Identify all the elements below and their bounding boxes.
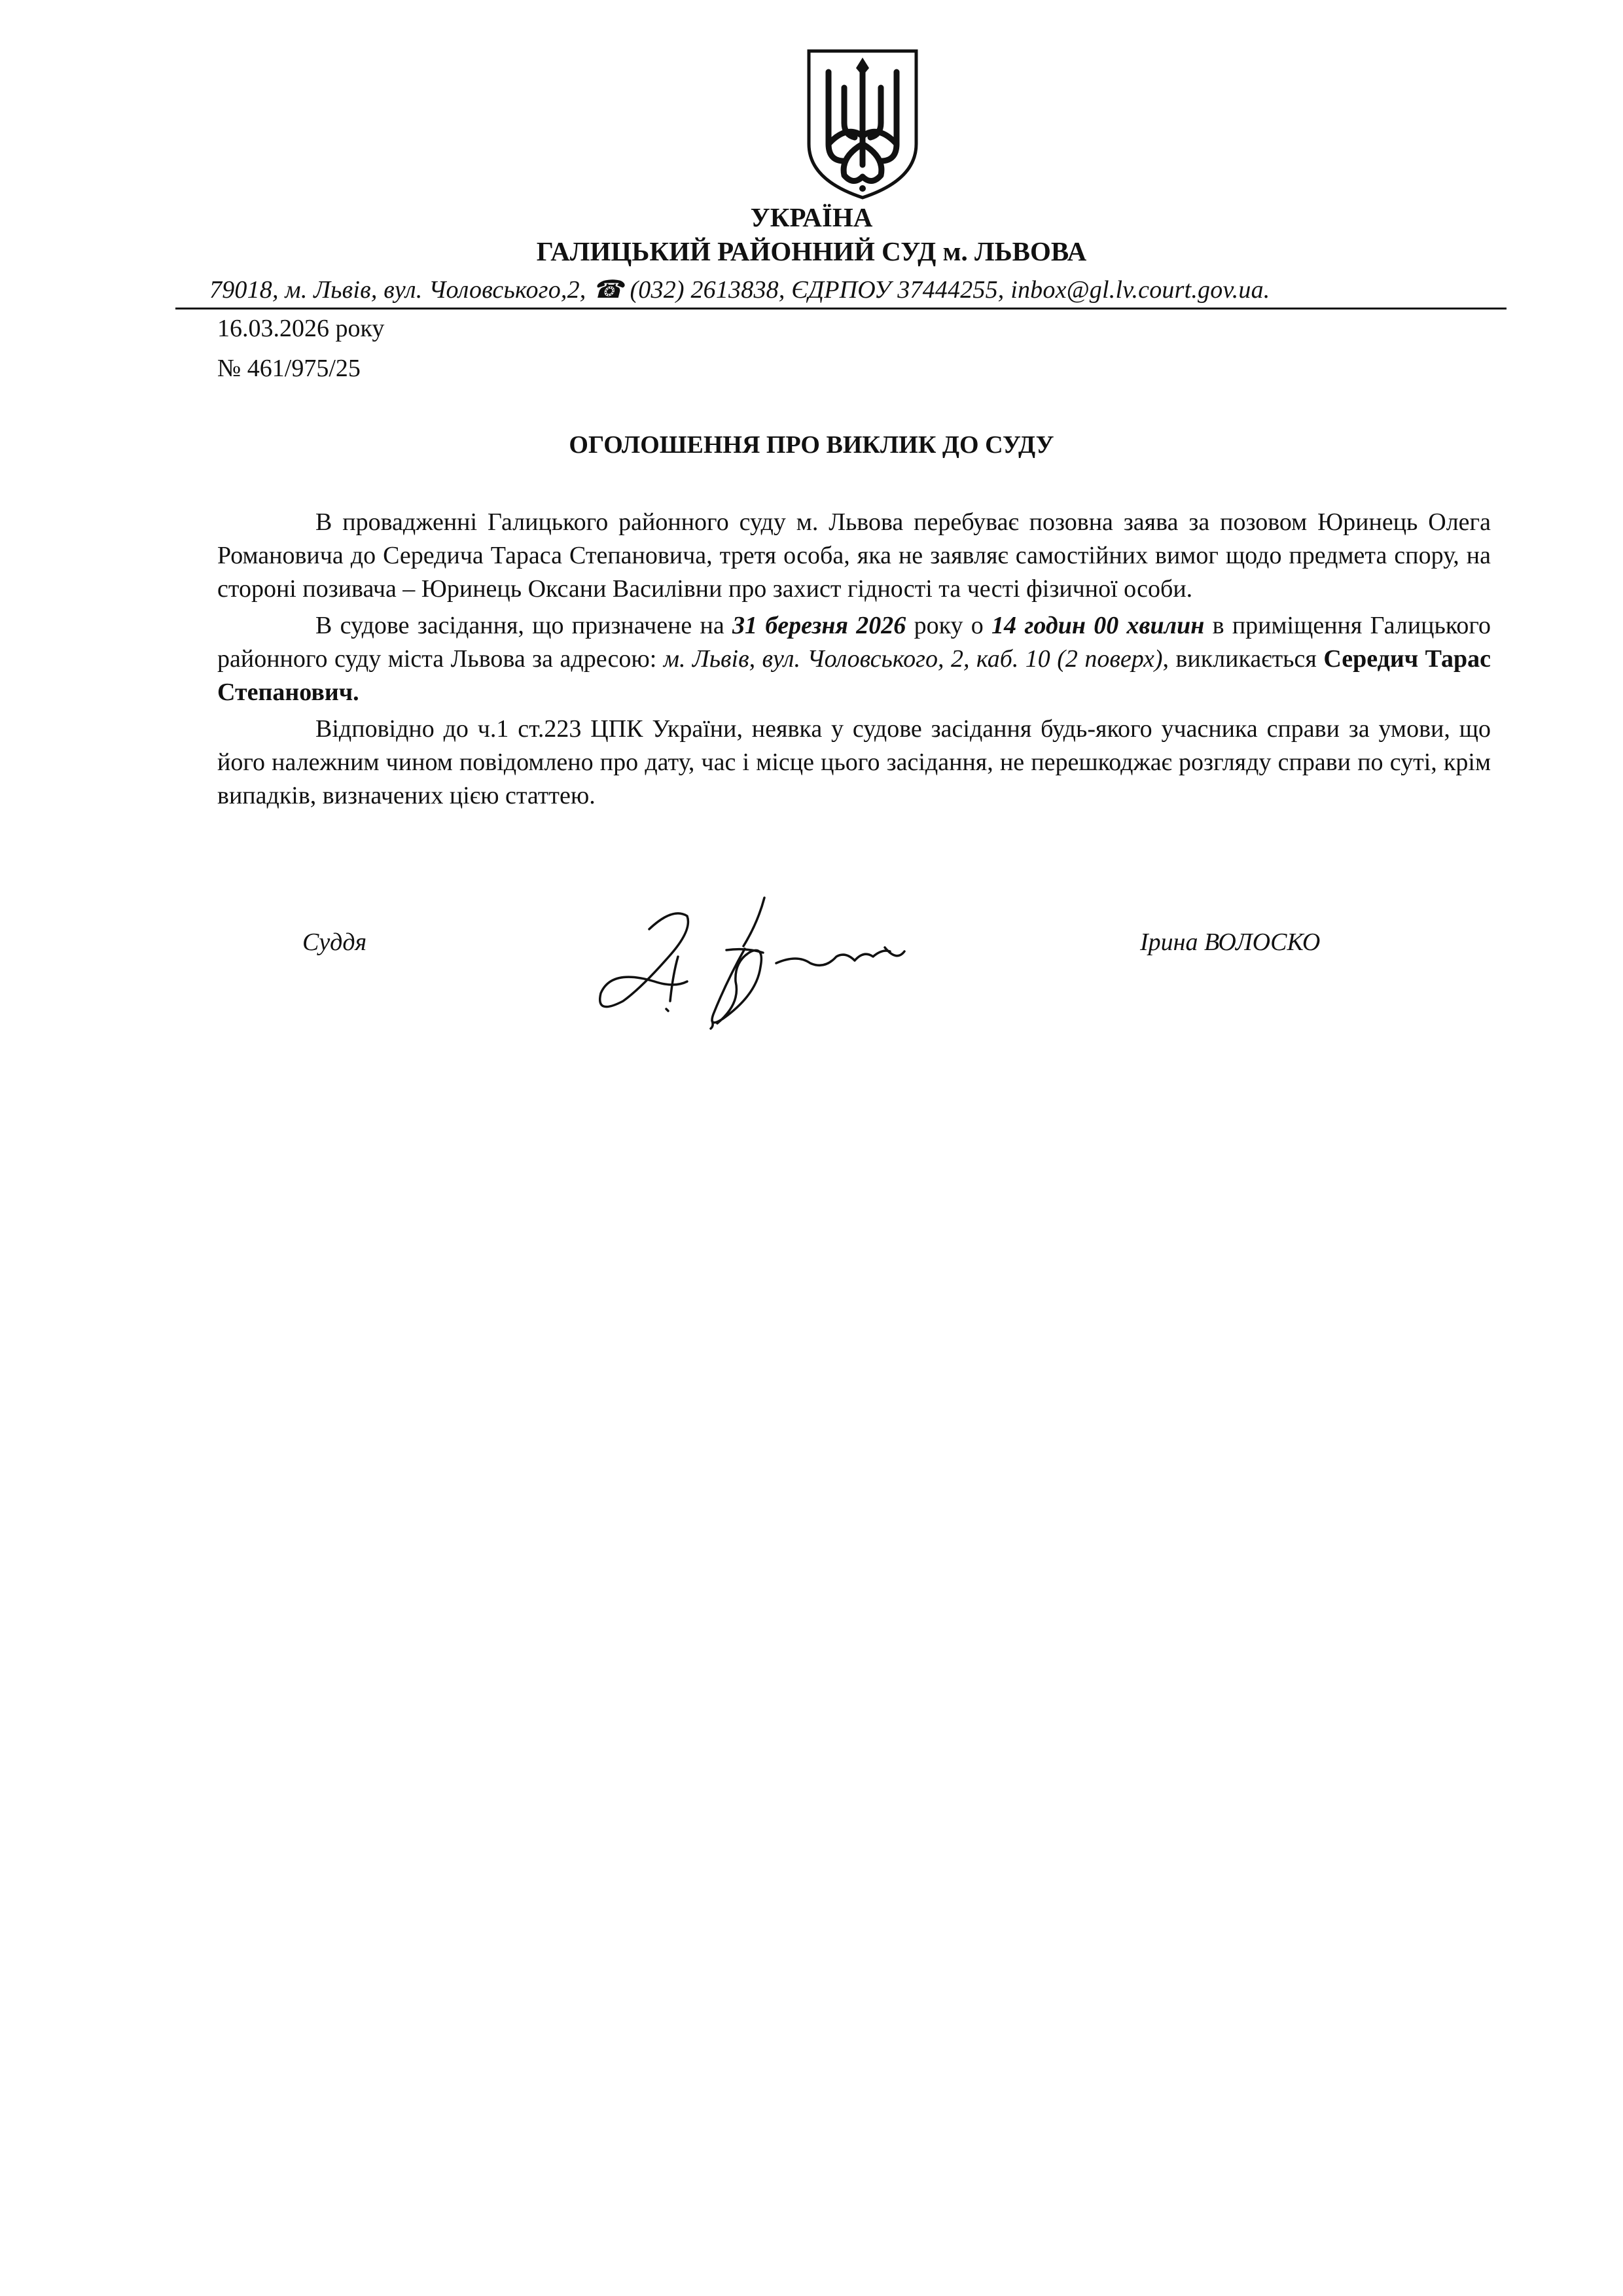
paragraph-1: В провадженні Галицького районного суду м. Львова перебуває позовна заява за позовом Юринець Олега Романовича до Середича Тараса Степановича, третя особа, яка не заявляє самостійних вимог щодо предмета спору, на стороні позивача – Юринець Оксани Василівни про захист гідності та честі фізичної особи. bbox=[217, 508, 1491, 603]
coat-of-arms-icon bbox=[804, 46, 921, 203]
paragraph-2-text-c: в приміщення Галицького районного суду міста Львова за адресою: bbox=[217, 612, 1491, 673]
court-address-line: 79018, м. Львів, вул. Чоловського,2, ☎ (032) 2613838, ЄДРПОУ 37444255, inbox@gl.lv.court.gov.ua. bbox=[209, 276, 1270, 304]
judge-role: Суддя bbox=[302, 928, 367, 956]
paragraph-2-text-b: року о bbox=[906, 612, 992, 639]
paragraph-3: Відповідно до ч.1 ст.223 ЦПК України, неявка у судове засідання будь-якого учасника справи за умови, що його належним чином повідомлено про дату, час і місце цього засідання, не перешкоджає розгляду справи по суті, крім випадків, визначених цією статтею. bbox=[217, 715, 1491, 809]
country-heading: УКРАЇНА bbox=[750, 202, 873, 232]
judge-name: Ірина ВОЛОСКО bbox=[1140, 928, 1321, 956]
paragraph-2-text-a: В судове засідання, що призначене на bbox=[315, 612, 733, 639]
header-divider bbox=[175, 308, 1507, 309]
court-name: ГАЛИЦЬКИЙ РАЙОННИЙ СУД м. ЛЬВОВА bbox=[536, 236, 1087, 266]
hearing-time: 14 годин 00 хвилин bbox=[991, 612, 1205, 639]
summoned-person: Середич Тарас Степанович. bbox=[217, 645, 1491, 706]
hearing-date: 31 березня 2026 bbox=[732, 612, 906, 639]
paragraph-2 bbox=[217, 609, 1491, 709]
document-body bbox=[217, 506, 1491, 813]
document-date: 16.03.2026 року bbox=[217, 315, 385, 342]
case-number: № 461/975/25 bbox=[217, 355, 361, 382]
document-title: ОГОЛОШЕННЯ ПРО ВИКЛИК ДО СУДУ bbox=[569, 431, 1054, 459]
paragraph-2-text-d: , викликається bbox=[1162, 645, 1324, 673]
hearing-address: м. Львів, вул. Чоловського, 2, каб. 10 (2 поверх) bbox=[663, 645, 1163, 673]
handwritten-signature bbox=[589, 883, 955, 1040]
